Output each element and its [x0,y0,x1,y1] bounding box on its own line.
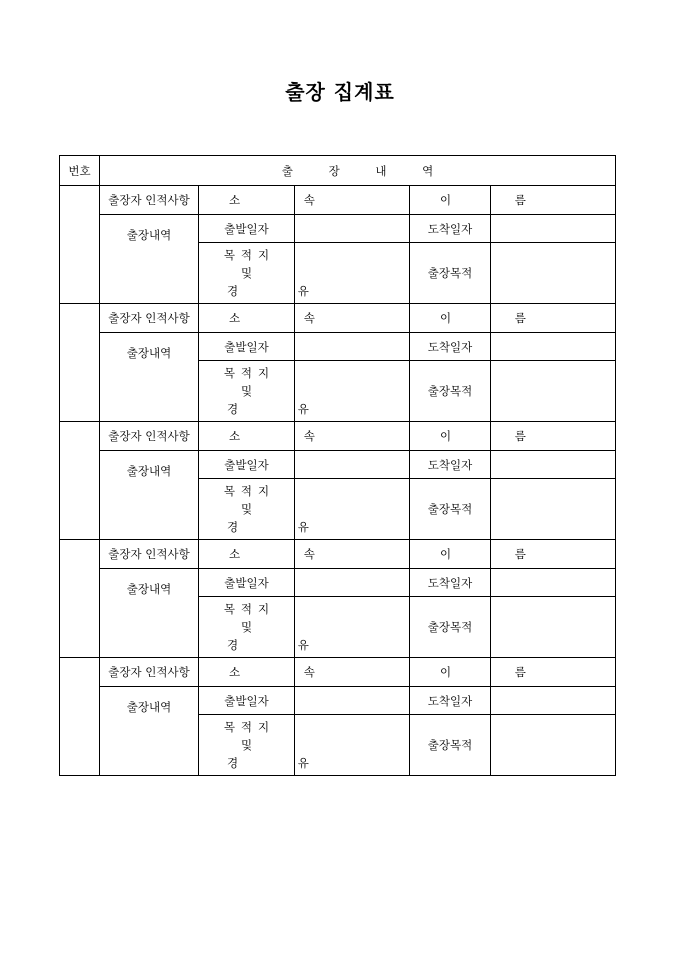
arrival-date-value[interactable] [491,215,616,243]
destination-label [199,597,337,658]
departure-date-value[interactable] [295,569,410,597]
destination-label-line: 목적지 [223,248,276,262]
arrival-date-label: 도착일자 [410,451,491,479]
destination-label [199,361,337,422]
affiliation-label: 소 속 [199,422,295,451]
purpose-value[interactable] [491,715,616,776]
record-row-dates [60,687,616,715]
trip-details-label: 출장내역 [100,215,199,304]
departure-date-value[interactable] [295,333,410,361]
departure-date-label: 출발일자 [199,569,295,597]
arrival-date-label: 도착일자 [410,687,491,715]
record-row-info [60,658,616,687]
arrival-date-value[interactable] [491,451,616,479]
destination-label-line: 및 [240,738,253,752]
affiliation-label: 소 속 [199,304,295,333]
departure-date-label: 출발일자 [199,687,295,715]
destination-label-line: 및 [240,384,253,398]
traveler-info-label: 출장자 인적사항 [100,658,199,687]
trip-details-label: 출장내역 [100,687,199,776]
record-row-dates [60,215,616,243]
trip-details-label: 출장내역 [100,451,199,540]
departure-date-label: 출발일자 [199,215,295,243]
record-row-dates [60,569,616,597]
trip-details-label: 출장내역 [100,569,199,658]
traveler-info-label: 출장자 인적사항 [100,540,199,569]
destination-label-line: 및 [240,266,253,280]
departure-date-label: 출발일자 [199,451,295,479]
purpose-value[interactable] [491,479,616,540]
destination-label [199,243,337,304]
record-row-dates [60,333,616,361]
purpose-label: 출장목적 [410,597,491,658]
destination-label-line: 및 [240,620,253,634]
destination-label [199,715,337,776]
trip-details-label: 출장내역 [100,333,199,422]
traveler-info-label: 출장자 인적사항 [100,186,199,215]
purpose-value[interactable] [491,597,616,658]
record-number-cell[interactable] [60,304,100,422]
departure-date-value[interactable] [295,687,410,715]
destination-label-line: 목적지 [223,602,276,616]
arrival-date-label: 도착일자 [410,333,491,361]
departure-date-label: 출발일자 [199,333,295,361]
purpose-value[interactable] [491,361,616,422]
destination-label-line: 및 [240,502,253,516]
record-number-cell[interactable] [60,186,100,304]
destination-label-line: 경 유 [227,756,337,770]
departure-date-value[interactable] [295,451,410,479]
affiliation-label: 소 속 [199,540,295,569]
destination-label-line: 경 유 [227,638,337,652]
purpose-label: 출장목적 [410,361,491,422]
record-row-info [60,186,616,215]
name-label: 이 름 [410,658,491,687]
page-title: 출장 집계표 [285,80,395,104]
destination-label-line: 목적지 [223,366,276,380]
record-number-cell[interactable] [60,540,100,658]
arrival-date-value[interactable] [491,687,616,715]
name-label: 이 름 [410,186,491,215]
purpose-label: 출장목적 [410,243,491,304]
details-header: 출 장 내 역 [100,156,616,186]
arrival-date-label: 도착일자 [410,215,491,243]
arrival-date-value[interactable] [491,333,616,361]
purpose-label: 출장목적 [410,479,491,540]
destination-label-line: 목적지 [223,720,276,734]
number-header: 번호 [60,156,100,186]
trip-summary-table [59,155,616,776]
arrival-date-label: 도착일자 [410,569,491,597]
traveler-info-label: 출장자 인적사항 [100,304,199,333]
record-row-info [60,422,616,451]
arrival-date-value[interactable] [491,569,616,597]
affiliation-label: 소 속 [199,186,295,215]
destination-label-line: 목적지 [223,484,276,498]
name-label: 이 름 [410,540,491,569]
departure-date-value[interactable] [295,215,410,243]
destination-label-line: 경 유 [227,520,337,534]
record-number-cell[interactable] [60,658,100,776]
record-row-dates [60,451,616,479]
record-row-info [60,540,616,569]
header-row [60,156,616,186]
purpose-label: 출장목적 [410,715,491,776]
destination-label-line: 경 유 [227,284,337,298]
destination-label-line: 경 유 [227,402,337,416]
destination-label [199,479,337,540]
record-row-info [60,304,616,333]
affiliation-label: 소 속 [199,658,295,687]
record-number-cell[interactable] [60,422,100,540]
purpose-value[interactable] [491,243,616,304]
name-label: 이 름 [410,304,491,333]
name-label: 이 름 [410,422,491,451]
traveler-info-label: 출장자 인적사항 [100,422,199,451]
